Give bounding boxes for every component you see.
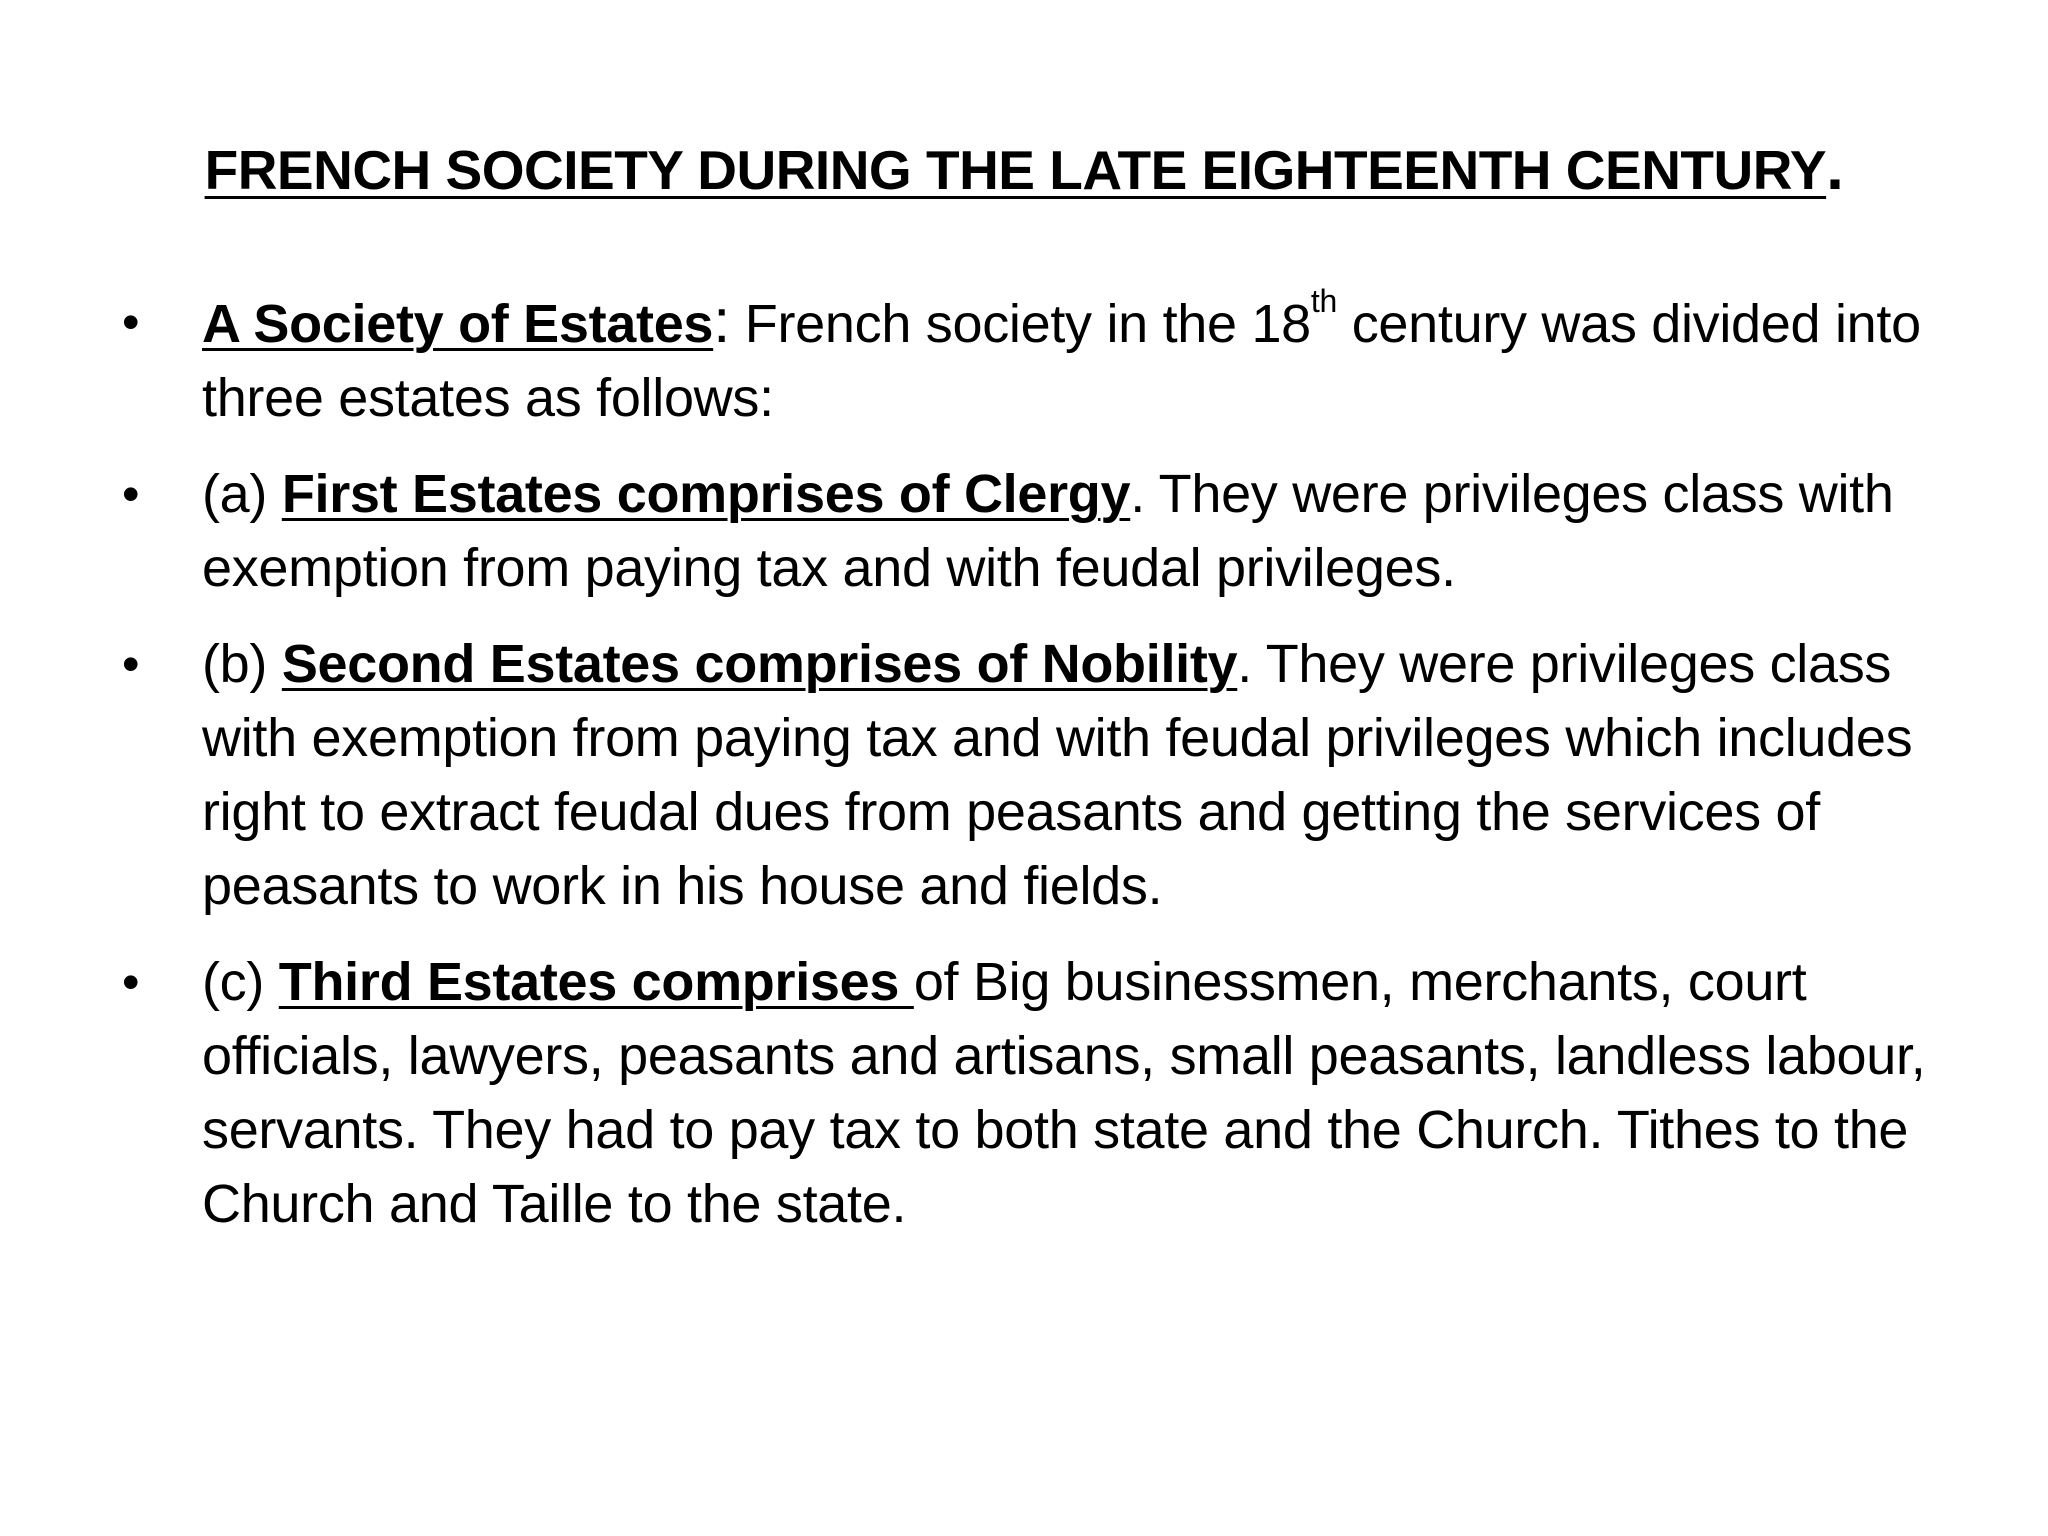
bullet-marker: • [122,636,140,692]
bullet-heading: A Society of Estates [202,294,714,354]
bullet-heading: First Estates comprises of Clergy [281,464,1131,524]
bullet-marker: • [122,466,140,522]
ordinal-suffix: th [1310,283,1338,319]
bullet-marker: • [122,294,140,350]
bullet-text: . They were privileges class with exemption from paying tax and with feudal privileges which includes right to extract feudal dues from peasants and getting the services of peasants to work in his house and fields. [202,634,1913,916]
bullet-marker: • [122,954,140,1010]
bullet-heading: Third Estates comprises [278,952,914,1012]
bullet-heading: Second Estates comprises of Nobility [281,634,1238,694]
bullet-text-continued: century was divided into three estates as follows: [202,294,1921,428]
bullet-first-estate [120,457,1950,605]
bullet-prefix: (c) [202,952,279,1012]
bullet-colon: : [713,287,731,356]
bullet-text: . They were privileges class with exemption from paying tax and with feudal privileges. [202,464,1894,598]
slide-title-text: FRENCH SOCIETY DURING THE LATE EIGHTEENTH CENTURY [204,139,1827,201]
slide-title [0,132,2048,205]
bullet-third-estate [120,945,1950,1241]
bullet-list [120,285,1950,1263]
slide-title-period: . [1826,131,1844,203]
bullet-prefix: (b) [202,634,282,694]
bullet-second-estate [120,627,1950,923]
bullet-society-of-estates [120,285,1950,435]
bullet-prefix: (a) [202,464,282,524]
bullet-text: French society in the 18 [730,294,1311,354]
bullet-text: of Big businessmen, merchants, court officials, lawyers, peasants and artisans, small peasants, landless labour, servants. They had to pay tax to both state and the Church. Tithes to the Church and Taille to the state. [202,952,1926,1234]
